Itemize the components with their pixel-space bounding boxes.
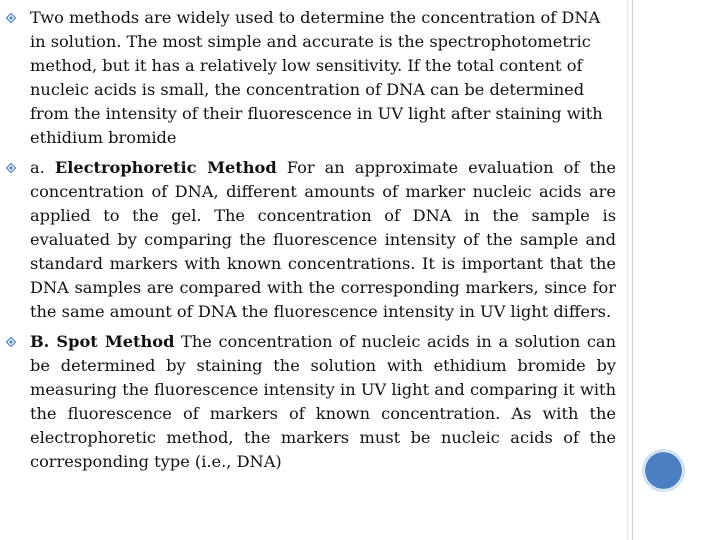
decorative-circle — [642, 449, 685, 492]
bullet-paragraph-intro — [0, 6, 616, 150]
paragraph-text: For an approximate evaluation of the concentration of DNA, different amounts of marker nucleic acids are applied to the gel. The concentration of DNA in the sample is evaluated by comparing the fluorescence intensity of the sample and standard markers with known concentrations. It is important that the DNA samples are compared with the corresponding markers, since for the same amount of DNA the fluorescence intensity in UV light differs. — [30, 158, 616, 321]
diamond-bullet-icon — [6, 13, 16, 23]
bullet-paragraph-spot — [0, 330, 616, 474]
paragraph-prefix: a. — [30, 158, 55, 177]
slide-frame-inner-line — [627, 0, 628, 540]
diamond-bullet-icon — [6, 337, 16, 347]
slide-content — [0, 6, 616, 480]
diamond-bullet-icon — [6, 163, 16, 173]
paragraph-text: Two methods are widely used to determine the concentration of DNA in solution. The most simple and accurate is the spectrophotometric method, but it has a relatively low sensitivity. If the total content of nucleic acids is small, the concentration of DNA can be determined from the intensity of their fluorescence in UV light after staining with ethidium bromide — [30, 8, 603, 147]
paragraph-heading: Electrophoretic Method — [54, 158, 277, 177]
bullet-paragraph-electrophoretic — [0, 156, 616, 324]
paragraph-text: The concentration of nucleic acids in a solution can be determined by staining the solution with ethidium bromide by measuring the fluorescence intensity in UV light and comparing it with the fluorescence of markers of known concentration. As with the electrophoretic method, the markers must be nucleic acids of the corresponding type (i.e., DNA) — [30, 332, 616, 471]
paragraph-heading: B. Spot Method — [30, 332, 175, 351]
